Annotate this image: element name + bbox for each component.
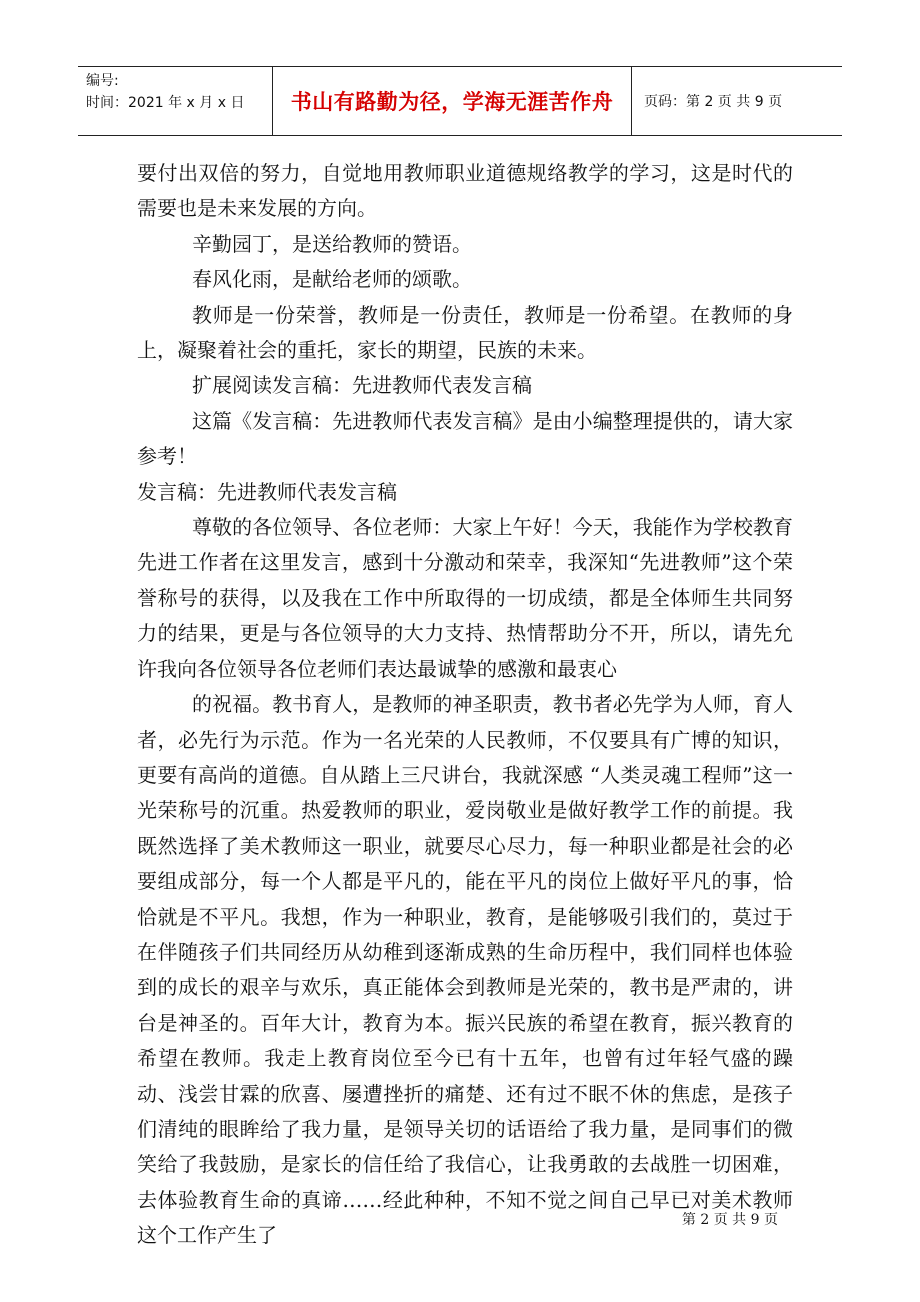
body-paragraph: 教师是一份荣誉，教师是一份责任，教师是一份希望。在教师的身上，凝聚着社会的重托，家长的期望，民族的未来。 <box>137 302 793 363</box>
body-paragraph: 要付出双倍的努力，自觉地用教师职业道德规络教学的学习，这是时代的需要也是未来发展的方向。 <box>137 161 793 221</box>
header-page-info: 页码：第 2 页 共 9 页 <box>644 94 783 110</box>
body-paragraph: 扩展阅读发言稿：先进教师代表发言稿 <box>192 373 532 398</box>
body-paragraph: 辛勤园丁，是送给教师的赞语。 <box>192 231 472 256</box>
body-paragraph: 这篇《发言稿：先进教师代表发言稿》是由小编整理提供的，请大家参考！ <box>137 408 793 469</box>
header-meta <box>78 67 272 135</box>
document-body <box>137 156 793 1254</box>
page-footer: 第 2 页 共 9 页 <box>681 1212 778 1228</box>
body-paragraph: 春风化雨，是献给老师的颂歌。 <box>192 267 472 292</box>
serial-number-label: 编号: <box>86 73 119 89</box>
body-paragraph: 的祝福。教书育人，是教师的神圣职责，教书者必先学为人师，育人者，必先行为示范。作为一名光荣的人民教师，不仅要具有广博的知识，更要有高尚的道德。自从踏上三尺讲台，我就深感 “人类灵魂工程师”这一光荣称号的沉重。热爱教师的职业，爱岗敬业是做好教学工作的前提。我既然选择了美术教师这一职业，就要尽心尽力，每一种职业都是社会的必要组成部分，每一个人都是平凡的，能在平凡的岗位上做好平凡的事，恰恰就是不平凡。我想，作为一种职业，教育，是能够吸引我们的，莫过于在伴随孩子们共同经历从幼稚到逐渐成熟的生命历程中，我们同样也体验到的成长的艰辛与欢乐，真正能体会到教师是光荣的，教书是严肃的，讲台是神圣的。百年大计，教育为本。振兴民族的希望在教育，振兴教育的希望在教师。我走上教育岗位至今已有十五年，也曾有过年轻气盛的躁动、浅尝甘霖的欣喜、屡遭挫折的痛楚、还有过不眠不休的焦虑，是孩子们清纯的眼眸给了我力量，是领导关切的话语给了我力量，是同事们的微笑给了我鼓励，是家长的信任给了我信心，让我勇敢的去战胜一切困难，去体验教育生命的真谛……经此种种，不知不觉之间自己早已对美术教师这个工作产生了 <box>137 692 793 1248</box>
document-header <box>78 66 842 136</box>
body-paragraph: 尊敬的各位领导、各位老师：大家上午好！今天，我能作为学校教育先进工作者在这里发言，感到十分激动和荣幸，我深知“先进教师”这个荣誉称号的获得，以及我在工作中所取得的一切成绩，都是全体师生共同努力的结果，更是与各位领导的大力支持、热情帮助分不开，所以，请先允许我向各位领导各位老师们表达最诚挚的感激和最衷心 <box>137 515 793 681</box>
header-motto: 书山有路勤为径，学海无涯苦作舟 <box>272 67 632 135</box>
body-paragraph: 发言稿：先进教师代表发言稿 <box>137 479 397 504</box>
date-label: 时间：2021 年 x 月 x 日 <box>86 95 245 111</box>
